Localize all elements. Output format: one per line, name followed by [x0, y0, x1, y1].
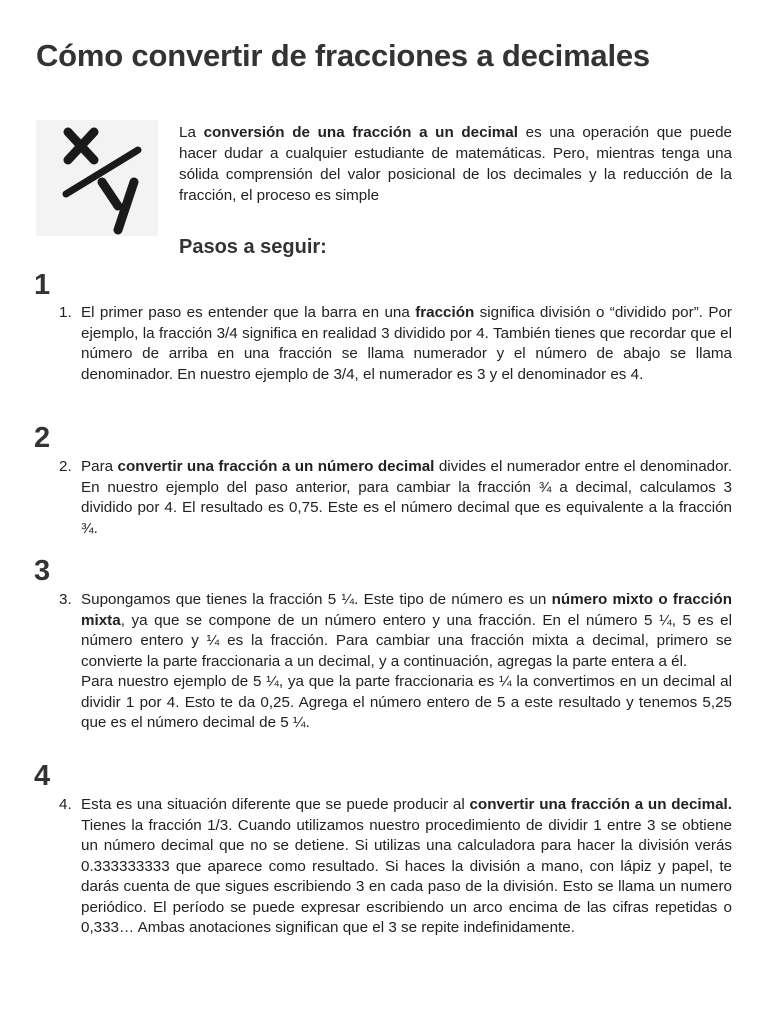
fraction-x-over-y-icon [36, 120, 158, 236]
list-marker: 1. [59, 304, 72, 321]
step-2-number: 2 [34, 422, 51, 454]
step-1-text: 1. El primer paso es entender que la barra en una fracción significa división o “dividido por”. Por ejemplo, la fracción 3/4 significa en realidad 3 dividido por 4. También tienes que recordar que el número de arriba en una fracción se llama numerador y el número de abajo se llama denominador. En nuestro ejemplo de 3/4, el numerador es 3 y el denominador es 4. [59, 304, 732, 383]
list-marker: 4. [59, 796, 72, 813]
list-marker: 3. [59, 591, 72, 608]
step-4-number: 4 [34, 760, 51, 792]
intro-paragraph: La conversión de una fracción a un decimal es una operación que puede hacer dudar a cualquier estudiante de matemáticas. Pero, mientras tenga una sólida comprensión del valor posicional de los decimales y la reducción de la fracción, el proceso es simple [179, 124, 732, 204]
page-title: Cómo convertir de fracciones a decimales [36, 38, 650, 73]
step-4-text: 4. Esta es una situación diferente que se puede producir al convertir una fracción a un decimal. Tienes la fracción 1/3. Cuando utilizamos nuestro procedimiento de dividir 1 entre 3 se obtiene un número decimal que no se detiene. Si utilizas una calculadora para hacer la división verás 0.333333333 que aparece como resultado. Si haces la división a mano, con lápiz y papel, te darás cuenta de que sigues escribiendo 3 en cada paso de la división. Esto se llama un numero periódico. El período se puede expresar escribiendo un arco encima de las cifras repetidas o 0,333… Ambas anotaciones significan que el 3 se repite indefinidamente. [59, 796, 732, 936]
fraction-logo [36, 120, 158, 236]
step-1-number: 1 [34, 269, 51, 301]
step-3-number: 3 [34, 555, 51, 587]
step-2-text: 2. Para convertir una fracción a un número decimal divides el numerador entre el denominador. En nuestro ejemplo del paso anterior, para cambiar la fracción ¾ a decimal, calculamos 3 dividido por 4. El resultado es 0,75. Este es el número decimal que es equivalente a la fracción ¾. [59, 458, 732, 537]
list-marker: 2. [59, 458, 72, 475]
step-3-text: 3. Supongamos que tienes la fracción 5 ¼. Este tipo de número es un número mixto o fracción mixta, ya que se compone de un número entero y una fracción. En el número 5 ¼, 5 es el número entero y ¼ es la fracción. Para cambiar una fracción mixta a decimal, primero se convierte la parte fraccionaria a un decimal, y a continuación, agregas la parte entera a él. Para nuestro ejemplo de 5 ¼, ya que la parte fraccionaria es ¼ la convertimos en un decimal al dividir 1 por 4. Esto te da 0,25. Agrega el número entero de 5 a este resultado y tenemos 5,25 que es el número decimal de 5 ¼. [59, 591, 732, 731]
intro-bold-phrase: conversión de una fracción a un decimal [203, 124, 518, 141]
steps-heading: Pasos a seguir: [179, 236, 327, 258]
